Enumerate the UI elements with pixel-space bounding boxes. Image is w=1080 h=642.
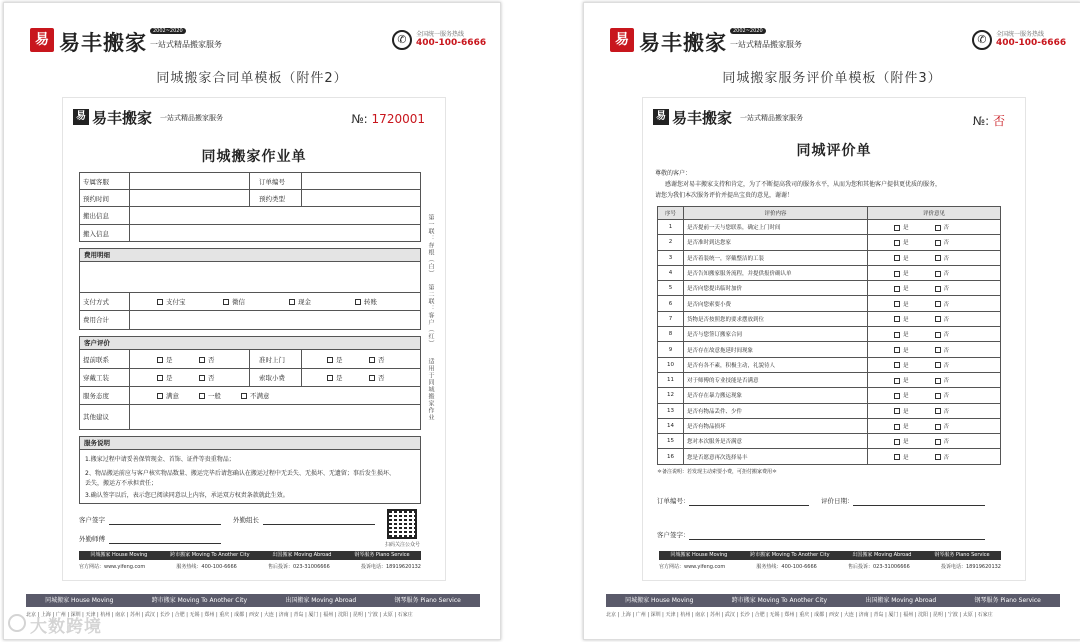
row-content: 是否有物品丢件、少件 (684, 403, 868, 418)
city-list: 北京 | 上海 | 广州 | 深圳 | 天津 | 杭州 | 南京 | 苏州 | 武汉 | 长沙 | 合肥 | 无锡 | 郑州 | 重庆 | 成都 | 西安 | 大连 | 济南 | 青岛 | 厦门 | 福州 | 沈阳 | 昆明 | 宁波 | 太原 | 石家庄 (606, 612, 993, 618)
row-content: 您是否愿意再次选择易丰 (684, 449, 868, 464)
table-row (658, 342, 1001, 357)
opinion-yes-checkbox[interactable]: 是 (894, 424, 909, 430)
page-header (30, 25, 487, 59)
table-row (658, 357, 1001, 372)
row-opinion (868, 418, 1001, 433)
table-row (658, 265, 1001, 280)
fee-total-label: 费用合计 (83, 316, 109, 324)
order-no-label: 订单编号 (259, 178, 285, 186)
evaluation-block (79, 336, 421, 430)
hotline (972, 28, 1067, 54)
service-strip: 同城搬家 House Moving 跨市搬家 Moving To Another City 出国搬家 Moving Abroad 钢琴服务 Piano Service (659, 551, 1001, 560)
pay-alipay-checkbox[interactable]: 支付宝 (157, 297, 186, 306)
brand-logo-icon: 易 (610, 28, 634, 52)
table-row (658, 388, 1001, 403)
row-opinion (868, 388, 1001, 403)
row-opinion (868, 342, 1001, 357)
row-index: 2 (658, 235, 684, 250)
opinion-yes-checkbox[interactable]: 是 (894, 240, 909, 246)
brand-name: 易丰搬家 (639, 31, 727, 55)
brand-years: 2002~2020 (730, 28, 766, 34)
row-opinion (868, 281, 1001, 296)
payment-label: 支付方式 (83, 298, 109, 306)
row-opinion (868, 311, 1001, 326)
advisor-label: 专属客服 (83, 178, 109, 186)
eval-ontime-label: 准时上门 (259, 356, 285, 364)
form-title: 同城搬家作业单 (201, 149, 307, 165)
col-content: 评价内容 (684, 207, 868, 220)
watermark: 大数跨境 (30, 617, 102, 637)
row-index: 7 (658, 311, 684, 326)
opinion-no-checkbox[interactable]: 否 (935, 409, 950, 415)
row-opinion (868, 265, 1001, 280)
row-content: 是否有各不素，积极主动，礼貌待人 (684, 357, 868, 372)
eval-contact-no[interactable]: 否 (199, 355, 215, 364)
move-out-label: 搬出信息 (83, 212, 109, 220)
eval-tip-yes[interactable]: 是 (327, 373, 343, 382)
opinion-yes-checkbox[interactable]: 是 (894, 393, 909, 399)
row-opinion (868, 220, 1001, 235)
order-no-label: 订单编号： (657, 497, 690, 505)
customer-sign-line[interactable] (109, 524, 221, 525)
service-notes-title: 服务说明 (79, 436, 421, 450)
row-index: 16 (658, 449, 684, 464)
opinion-no-checkbox[interactable]: 否 (935, 286, 950, 292)
service-notes-text: 1.搬家过程中请妥善保管现金、首饰、证件等贵重物品； 2、物品搬运前应与客户核实物品数量、搬运完毕后请您确认在搬运过程中无丢失、无损坏、无遗留；事后发生损坏、 丢失，搬运方不承担责任； 3.确认签字以后，表示您已阅读同意以上内容，承运双方权责条款就此生效。 (85, 456, 395, 499)
hotline (392, 28, 487, 54)
eval-contact-yes[interactable]: 是 (157, 355, 173, 364)
pay-wechat-checkbox[interactable]: 微信 (223, 297, 245, 306)
row-opinion (868, 434, 1001, 449)
row-opinion (868, 250, 1001, 265)
opinion-no-checkbox[interactable]: 否 (935, 302, 950, 308)
opinion-no-checkbox[interactable]: 否 (935, 378, 950, 384)
eval-tip-no[interactable]: 否 (369, 373, 385, 382)
row-index: 4 (658, 265, 684, 280)
contract-template-page (3, 2, 501, 640)
pay-transfer-checkbox[interactable]: 转账 (355, 297, 377, 306)
service-bar: 同城搬家 House Moving 跨市搬家 Moving To Another City 出国搬家 Moving Abroad 钢琴服务 Piano Service (26, 594, 480, 607)
brand-slogan: 一站式精品搬家服务 (150, 40, 222, 49)
row-opinion (868, 235, 1001, 250)
qr-caption: 扫码关注公众号 (385, 542, 421, 548)
watermark-icon (8, 614, 26, 632)
eval-suggestion-label: 其他建议 (83, 413, 109, 421)
opinion-no-checkbox[interactable]: 否 (935, 393, 950, 399)
opinion-no-checkbox[interactable]: 否 (935, 240, 950, 246)
table-row (658, 296, 1001, 311)
opinion-no-checkbox[interactable]: 否 (935, 332, 950, 338)
hotline-label: 全国统一服务热线 (996, 31, 1045, 38)
row-opinion (868, 296, 1001, 311)
row-content: 货物是否按照您的要求摆放到位 (684, 311, 868, 326)
row-index: 13 (658, 403, 684, 418)
contact-info: 官方网站：www.yifeng.com 服务热线：400-100-6666 售后投诉：023-31006666 投诉电话：18919620132 (659, 564, 1001, 570)
pay-cash-checkbox[interactable]: 现金 (289, 297, 311, 306)
row-content: 对于师傅的专业技能是否满意 (684, 372, 868, 387)
opinion-no-checkbox[interactable]: 否 (935, 424, 950, 430)
row-content: 是否着装统一，穿戴整洁的工装 (684, 250, 868, 265)
row-content: 是否准时到达您家 (684, 235, 868, 250)
eval-uniform-no[interactable]: 否 (199, 373, 215, 382)
service-bar: 同城搬家 House Moving 跨市搬家 Moving To Another City 出国搬家 Moving Abroad 钢琴服务 Piano Service (606, 594, 1060, 607)
evaluation-template-page (583, 2, 1080, 640)
col-opinion: 评价意见 (868, 207, 1001, 220)
opinion-yes-checkbox[interactable]: 是 (894, 378, 909, 384)
table-row (658, 250, 1001, 265)
row-opinion (868, 449, 1001, 464)
opinion-no-checkbox[interactable]: 否 (935, 348, 950, 354)
form-slogan: 一站式精品搬家服务 (740, 114, 803, 122)
row-index: 12 (658, 388, 684, 403)
phone-icon: ✆ (392, 30, 412, 50)
service-strip: 同城搬家 House Moving 跨市搬家 Moving To Another City 出国搬家 Moving Abroad 钢琴服务 Piano Service (79, 551, 421, 560)
page-header (610, 25, 1067, 59)
serial-number: №: 1720001 (351, 112, 425, 126)
brand-name: 易丰搬家 (59, 31, 147, 55)
row-index: 3 (658, 250, 684, 265)
opinion-yes-checkbox[interactable]: 是 (894, 455, 909, 461)
footnote: ＊备注说明：若发现主动索要小费，可拒付搬家费用＊ (657, 469, 778, 475)
brand-years: 2002~2020 (150, 28, 186, 34)
row-content: 是否有物品损坏 (684, 418, 868, 433)
attitude-average[interactable]: 一般 (199, 391, 221, 400)
contact-info: 官方网站：www.yifeng.com 服务热线：400-100-6666 售后投诉：023-31006666 投诉电话：18919620132 (79, 564, 421, 570)
table-row (658, 449, 1001, 464)
attitude-unsatisfied[interactable]: 不满意 (241, 391, 270, 400)
table-row (658, 220, 1001, 235)
table-row (658, 311, 1001, 326)
eval-tip-label: 索取小费 (259, 374, 285, 382)
opinion-yes-checkbox[interactable]: 是 (894, 439, 909, 445)
worker-sign-line[interactable] (109, 543, 221, 544)
intro-text: 尊敬的客户： 感谢您对易丰搬家支持和肯定，为了不断提高我司的服务水平，从而为您和其他客户提供更优质的服务， 请您为我们本次服务评价并提出宝贵的意见，谢谢！ (655, 170, 942, 199)
opinion-no-checkbox[interactable]: 否 (935, 455, 950, 461)
table-row (658, 418, 1001, 433)
eval-date-label: 评价日期： (821, 497, 854, 505)
row-index: 10 (658, 357, 684, 372)
opinion-no-checkbox[interactable]: 否 (935, 225, 950, 231)
evaluation-section-title: 客户评价 (79, 336, 421, 350)
row-content: 是否存在故意拖延时间现象 (684, 342, 868, 357)
serial-number: №: 否 (972, 114, 1005, 128)
qr-code (387, 509, 417, 539)
attitude-satisfied[interactable]: 满意 (157, 391, 179, 400)
work-order-form (62, 97, 446, 581)
opinion-yes-checkbox[interactable]: 是 (894, 302, 909, 308)
city-list: 北京 | 上海 | 广州 | 深圳 | 天津 | 杭州 | 南京 | 苏州 | 武汉 | 长沙 | 合肥 | 无锡 | 郑州 | 重庆 | 成都 | 西安 | 大连 | 济南 | 青岛 | 厦门 | 福州 | 沈阳 | 昆明 | 宁波 | 太原 | 石家庄 (26, 612, 413, 618)
eval-uniform-label: 穿戴工装 (83, 374, 109, 382)
row-content: 是否提前一天与您联系，确定上门时间 (684, 220, 868, 235)
form-brand: 易丰搬家 (672, 109, 733, 127)
eval-attitude-label: 服务态度 (83, 392, 109, 400)
opinion-yes-checkbox[interactable]: 是 (894, 409, 909, 415)
opinion-no-checkbox[interactable]: 否 (935, 317, 950, 323)
copy-label-2: 第二联：客户（红） (427, 284, 434, 347)
table-row (658, 281, 1001, 296)
row-index: 1 (658, 220, 684, 235)
form-logo-icon: 易 (653, 109, 669, 125)
page-title: 同城搬家合同单模板（附件2） (156, 71, 348, 86)
brand-logo-icon: 易 (30, 28, 54, 52)
opinion-no-checkbox[interactable]: 否 (935, 271, 950, 277)
opinion-yes-checkbox[interactable]: 是 (894, 286, 909, 292)
row-content: 是否与您签订搬家合同 (684, 327, 868, 342)
type-label: 预约类型 (259, 195, 285, 203)
opinion-yes-checkbox[interactable]: 是 (894, 256, 909, 262)
usage-label: 适用于同城搬家作业 (427, 358, 434, 421)
date-label: 预约时间 (83, 195, 109, 203)
table-row (658, 327, 1001, 342)
opinion-no-checkbox[interactable]: 否 (935, 439, 950, 445)
opinion-no-checkbox[interactable]: 否 (935, 363, 950, 369)
table-row (658, 372, 1001, 387)
row-opinion (868, 372, 1001, 387)
row-index: 5 (658, 281, 684, 296)
customer-sign-label: 客户签字： (657, 531, 690, 539)
row-index: 15 (658, 434, 684, 449)
row-index: 11 (658, 372, 684, 387)
row-content: 是否告知搬家服务流程，并提供报价确认单 (684, 265, 868, 280)
brand-slogan: 一站式精品搬家服务 (730, 40, 802, 49)
opinion-yes-checkbox[interactable]: 是 (894, 363, 909, 369)
hotline-label: 全国统一服务热线 (416, 31, 465, 38)
customer-sign-label: 客户签字 (79, 516, 105, 524)
page-title: 同城搬家服务评价单模板（附件3） (722, 71, 942, 86)
row-content: 是否存在暴力搬运现象 (684, 388, 868, 403)
copy-label-1: 第一联：存根（白） (427, 214, 434, 277)
opinion-yes-checkbox[interactable]: 是 (894, 271, 909, 277)
form-slogan: 一站式精品搬家服务 (160, 114, 223, 122)
table-row (658, 235, 1001, 250)
eval-date-line[interactable] (853, 505, 985, 506)
evaluation-form (642, 97, 1026, 581)
row-index: 14 (658, 418, 684, 433)
row-index: 6 (658, 296, 684, 311)
row-content: 您对本次服务是否满意 (684, 434, 868, 449)
phone-icon: ✆ (972, 30, 992, 50)
row-content: 是否向您提出临时加价 (684, 281, 868, 296)
table-row (658, 403, 1001, 418)
basic-info-block (79, 172, 421, 242)
order-no-line[interactable] (689, 505, 809, 506)
fee-section-title: 费用明细 (79, 248, 421, 262)
row-index: 8 (658, 327, 684, 342)
hotline-number: 400-100-6666 (996, 38, 1067, 48)
opinion-yes-checkbox[interactable]: 是 (894, 332, 909, 338)
hotline-number: 400-100-6666 (416, 38, 487, 48)
row-opinion (868, 357, 1001, 372)
opinion-yes-checkbox[interactable]: 是 (894, 317, 909, 323)
form-brand: 易丰搬家 (92, 109, 153, 127)
eval-ontime-yes[interactable]: 是 (327, 355, 343, 364)
form-title: 同城评价单 (796, 143, 872, 159)
row-opinion (868, 327, 1001, 342)
team-lead-sign-line[interactable] (263, 524, 375, 525)
table-row (658, 434, 1001, 449)
customer-sign-line[interactable] (689, 539, 985, 540)
row-content: 是否向您索要小费 (684, 296, 868, 311)
row-opinion (868, 403, 1001, 418)
move-in-label: 搬入信息 (83, 230, 109, 238)
evaluation-table (657, 206, 1001, 465)
eval-contact-label: 提前联系 (83, 356, 109, 364)
worker-label: 外勤师傅 (79, 535, 105, 543)
eval-ontime-no[interactable]: 否 (369, 355, 385, 364)
opinion-yes-checkbox[interactable]: 是 (894, 348, 909, 354)
eval-uniform-yes[interactable]: 是 (157, 373, 173, 382)
col-index: 序号 (658, 207, 684, 220)
opinion-yes-checkbox[interactable]: 是 (894, 225, 909, 231)
team-lead-label: 外勤组长 (233, 516, 259, 524)
form-logo-icon: 易 (73, 109, 89, 125)
opinion-no-checkbox[interactable]: 否 (935, 256, 950, 262)
row-index: 9 (658, 342, 684, 357)
